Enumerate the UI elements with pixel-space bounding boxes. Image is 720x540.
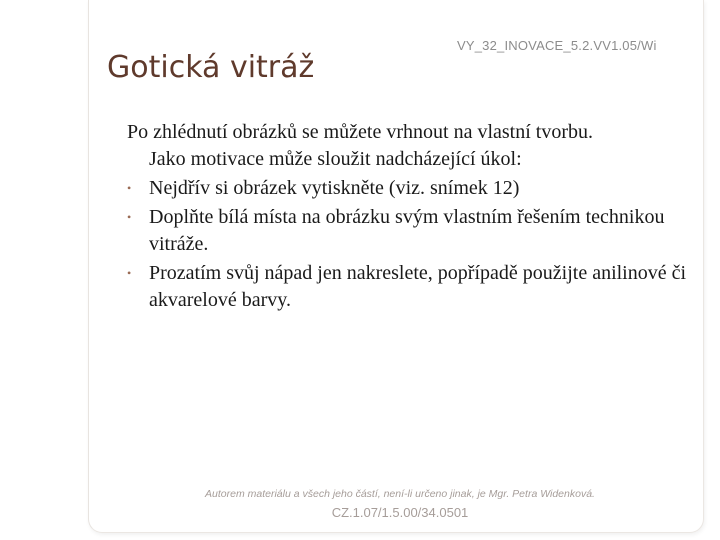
list-item-text: Prozatím svůj nápad jen nakreslete, popřípadě použijte anilinové či akvarelové barvy. [149,262,687,311]
list-item [123,175,708,202]
bullet-icon: • [127,210,132,224]
list-item-text: Nejdřív si obrázek vytiskněte (viz. snímek 12) [149,177,520,199]
bullet-icon: • [127,266,132,280]
slide-footer [0,486,720,522]
intro-line-2: Jako motivace může sloužit nadcházející úkol: [149,148,522,170]
list-item-text: Doplňte bílá místa na obrázku svým vlastním řešením technikou vitráže. [149,206,665,255]
list-item [123,260,708,314]
author-note: Autorem materiálu a všech jeho částí, není-li určeno jinak, je Mgr. Petra Widenková. [205,488,595,500]
intro-line-1: Po zhlédnutí obrázků se můžete vrhnout na vlastní tvorbu. [127,121,594,143]
bullet-icon: • [127,181,132,195]
document-code: VY_32_INOVACE_5.2.VV1.05/Wi [457,38,657,53]
project-code: CZ.1.07/1.5.00/34.0501 [331,505,469,520]
slide-title: Gotická vitráž [107,50,315,85]
list-item [123,204,708,258]
slide-content [123,119,708,316]
intro-paragraph [123,119,708,173]
